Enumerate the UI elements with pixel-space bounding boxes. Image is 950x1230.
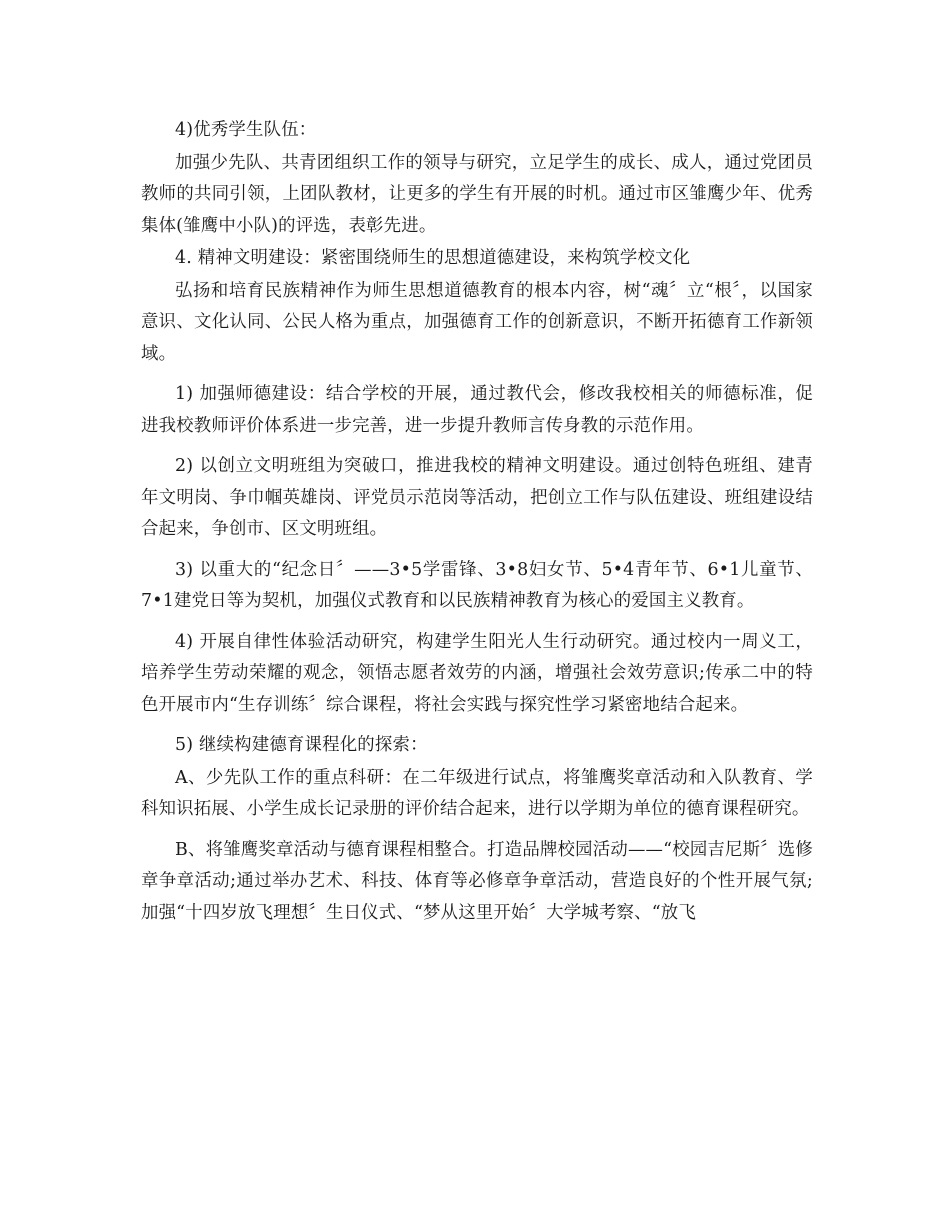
- paragraph-heading-spiritual-civilization: 4. 精神文明建设：紧密围绕师生的思想道德建设，来构筑学校文化: [175, 248, 691, 268]
- paragraph-youth-organizations: 加强少先队、共青团组织工作的领导与研究，立足学生的成长、成人，通过党团员教师的共同引领，上团队教材，让更多的学生有开展的时机。通过市区雏鹰少年、优秀集体(雏鹰中小队)的评选，表彰先进。: [141, 152, 813, 236]
- document-body: [141, 115, 813, 929]
- paragraph-national-spirit: 弘扬和培育民族精神作为师生思想道德教育的根本内容，树“魂〞立“根〞，以国家意识、文化认同、公民人格为重点，加强德育工作的创新意识，不断开拓德育工作新领域。: [141, 280, 813, 364]
- paragraph-heading-4-outstanding-students: 4)优秀学生队伍：: [175, 120, 317, 140]
- paragraph-item-5-curriculum: 5) 继续构建德育课程化的探索：: [175, 735, 428, 755]
- paragraph-item-3-commemoration-days: 3) 以重大的“纪念日〞——3•5学雷锋、3•8妇女节、5•4青年节、6•1儿童节、7•1建党日等为契机，加强仪式教育和以民族精神教育为核心的爱国主义教育。: [141, 559, 813, 611]
- paragraph-item-1-teacher-ethics: 1) 加强师德建设：结合学校的开展，通过教代会，修改我校相关的师德标准，促进我校教师评价体系进一步完善，进一步提升教师言传身教的示范作用。: [141, 384, 813, 436]
- paragraph-item-a-pioneers: A、少先队工作的重点科研：在二年级进行试点，将雏鹰奖章活动和入队教育、学科知识拓展、小学生成长记录册的评价结合起来，进行以学期为单位的德育课程研究。: [141, 767, 813, 819]
- paragraph-item-b-eagle-badges: B、将雏鹰奖章活动与德育课程相整合。打造品牌校园活动——“校园吉尼斯〞选修章争章活动;通过举办艺术、科技、体育等必修章争章活动，营造良好的个性开展气氛;加强“十四岁放飞理想〞生日仪式、“梦从这里开始〞大学城考察、“放飞: [141, 839, 813, 923]
- paragraph-item-4-self-discipline: 4) 开展自律性体验活动研究，构建学生阳光人生行动研究。通过校内一周义工，培养学生劳动荣耀的观念，领悟志愿者效劳的内涵，增强社会效劳意识;传承二中的特色开展市内“生存训练〞综合课程，将社会实践与探究性学习紧密地结合起来。: [141, 631, 813, 715]
- paragraph-item-2-civilized-teams: 2) 以创立文明班组为突破口，推进我校的精神文明建设。通过创特色班组、建青年文明岗、争巾帼英雄岗、评党员示范岗等活动，把创立工作与队伍建设、班组建设结合起来，争创市、区文明班组。: [141, 456, 813, 539]
